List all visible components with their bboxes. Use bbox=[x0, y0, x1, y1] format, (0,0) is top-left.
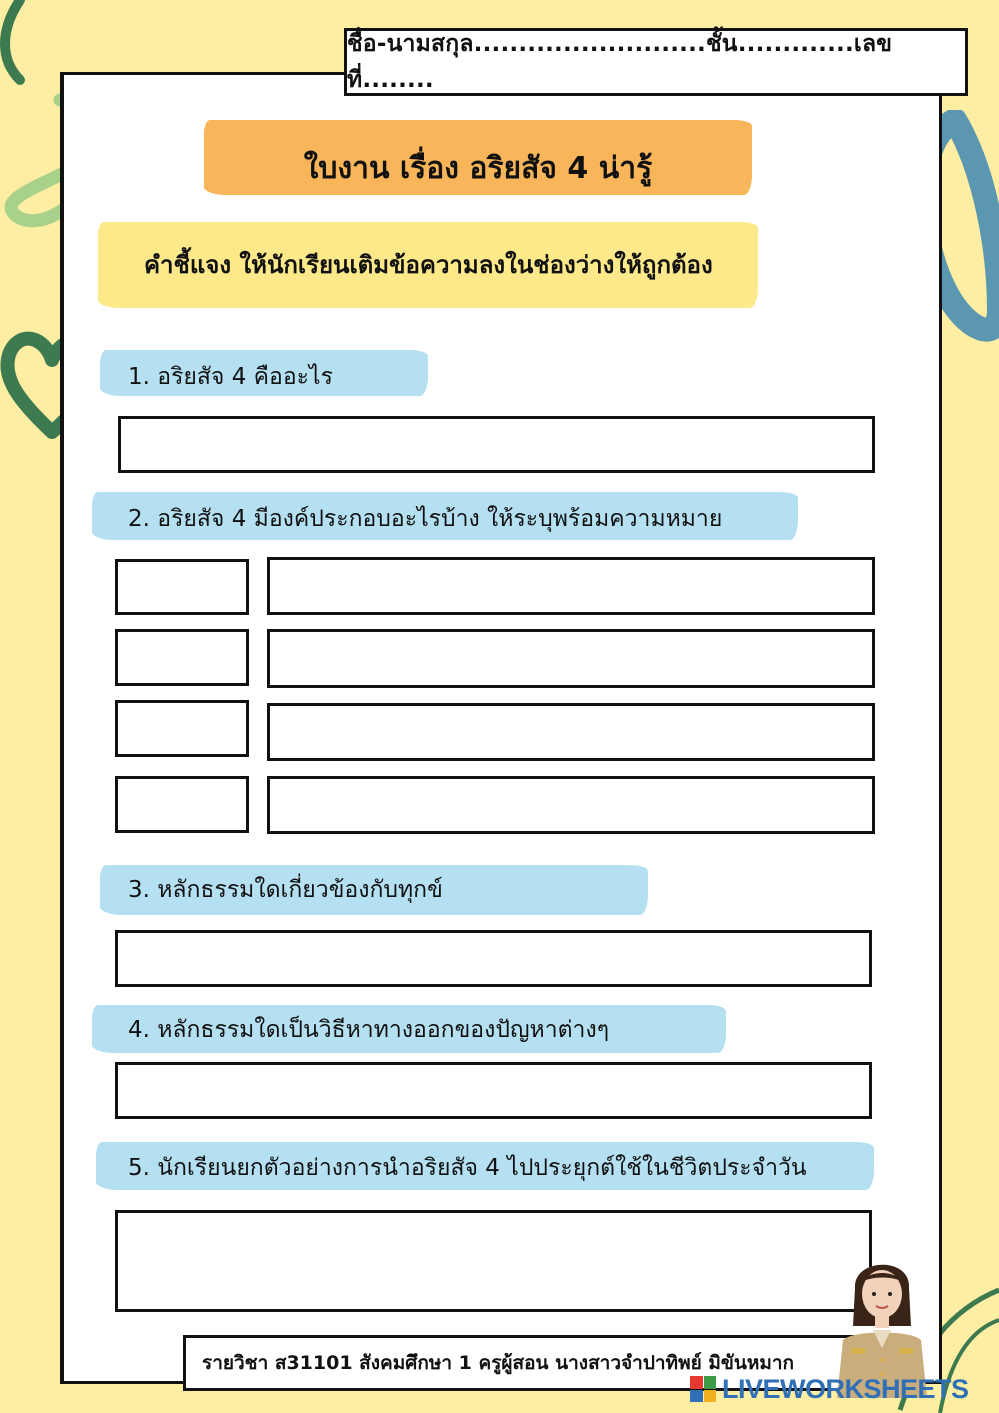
question-5-text: 5. นักเรียนยกตัวอย่างการนำอริยสัจ 4 ไปประยุกต์ใช้ในชีวิตประจำวัน bbox=[128, 1155, 807, 1181]
answer-3-input[interactable] bbox=[115, 930, 872, 987]
component-3-name-input[interactable] bbox=[115, 700, 249, 757]
component-2-name-input[interactable] bbox=[115, 629, 249, 686]
component-4-name-input[interactable] bbox=[115, 776, 249, 833]
answer-1-input[interactable] bbox=[118, 416, 875, 473]
question-4-text: 4. หลักธรรมใดเป็นวิธีหาทางออกของปัญหาต่างๆ bbox=[128, 1017, 610, 1043]
liveworksheets-text: LIVEWORKSHEETS bbox=[722, 1373, 969, 1404]
liveworksheets-logo-icon bbox=[690, 1376, 716, 1402]
answer-4-input[interactable] bbox=[115, 1062, 872, 1119]
question-1-text: 1. อริยสัจ 4 คืออะไร bbox=[128, 364, 333, 390]
component-1-meaning-input[interactable] bbox=[267, 557, 875, 615]
component-3-meaning-input[interactable] bbox=[267, 703, 875, 761]
liveworksheets-watermark bbox=[690, 1372, 990, 1406]
component-4-meaning-input[interactable] bbox=[267, 776, 875, 834]
name-class-number-line: ชื่อ-นามสกุล..........................ชั้น.............เลขที่........ bbox=[344, 28, 968, 96]
question-3-text: 3. หลักธรรมใดเกี่ยวข้องกับทุกข์ bbox=[128, 877, 443, 903]
instruction-text: คำชี้แจง ให้นักเรียนเติมข้อความลงในช่องว่างให้ถูกต้อง bbox=[144, 251, 713, 279]
worksheet-title: ใบงาน เรื่อง อริยสัจ 4 น่ารู้ bbox=[303, 151, 653, 186]
component-2-meaning-input[interactable] bbox=[267, 629, 875, 688]
answer-5-input[interactable] bbox=[115, 1210, 872, 1312]
course-teacher-footer: รายวิชา ส31101 สังคมศึกษา 1 ครูผู้สอน นางสาวจำปาทิพย์ มิขันหมาก bbox=[183, 1335, 873, 1391]
component-1-name-input[interactable] bbox=[115, 559, 249, 615]
question-2-text: 2. อริยสัจ 4 มีองค์ประกอบอะไรบ้าง ให้ระบุพร้อมความหมาย bbox=[128, 506, 723, 532]
